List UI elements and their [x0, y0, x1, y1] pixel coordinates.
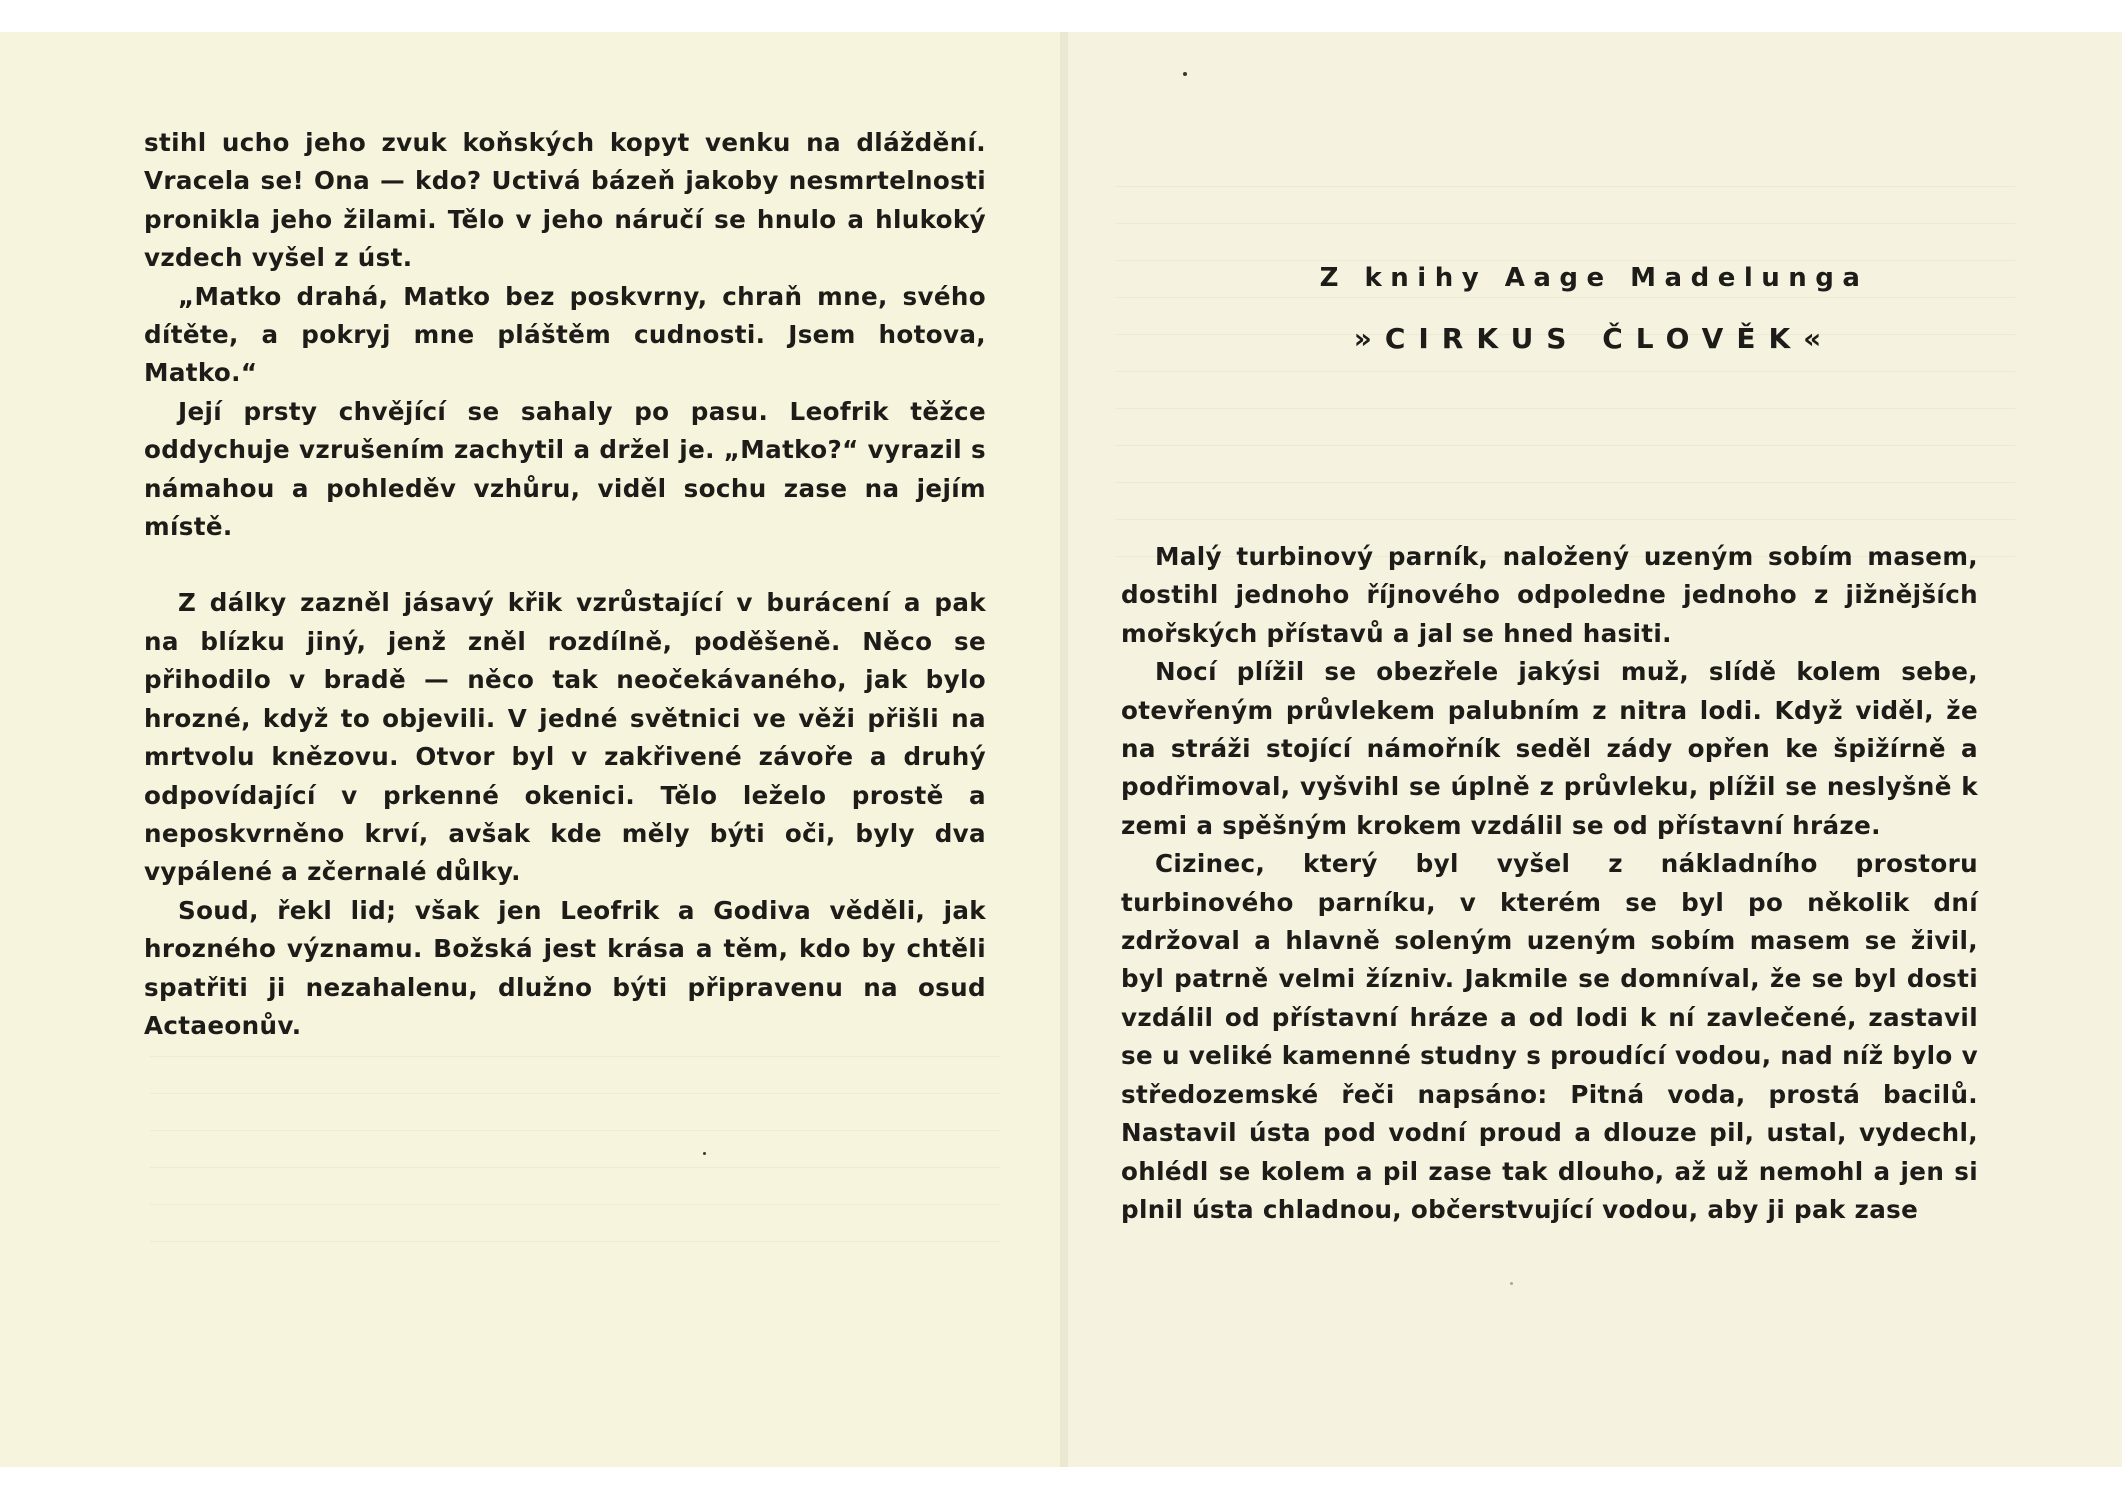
chapter-author-heading: Z knihy Aage Madelunga [1319, 263, 1869, 293]
right-paragraph-1: Malý turbinový parník, naložený uzeným sobím masem, dostihl jednoho říjnového odpoledne jednoho z jižnějších mořských přístavů a jal se hned hasiti. [1121, 542, 1978, 648]
right-paragraph-2: Nocí plížil se obezřele jakýsi muž, slídě kolem sebe, otevřeným průvlekem palubním z nitra lodi. Když viděl, že na stráži stojící námořník seděl zády opřen ke špižírně a podřimoval, vyšvihl se úplně z průvleku, plížil se neslyšně k zemi a spěšným krokem vzdálil se od přístavní hráze. [1121, 657, 1978, 840]
left-text-column [144, 124, 986, 1045]
left-paragraph-3: Její prsty chvějící se sahaly po pasu. Leofrik těžce oddychuje vzrušením zachytil a držel je. „Matko?“ vyrazil s námahou a pohleděv vzhůru, viděl sochu zase na jejím místě. [144, 396, 986, 542]
ink-speck [1183, 72, 1187, 76]
left-paragraph-2: „Matko drahá, Matko bez poskvrny, chraň mne, svého dítěte, a pokryj mne pláštěm cudnosti. Jsem hotova, Matko.“ [144, 281, 986, 388]
chapter-title-heading: »CIRKUS ČLOVĚK« [1353, 322, 1835, 355]
right-paragraph-3: Cizinec, který byl vyšel z nákladního prostoru turbinového parníku, v kterém se byl po několik dní zdržoval a hlavně soleným uzeným sobím masem se živil, byl patrně velmi žízniv. Jakmile se domníval, že se byl dosti vzdálil od přístavní hráze a od lodi k ní zavlečené, zastavil se u veliké kamenné studny s proudící vodou, nad níž bylo v středozemské řeči napsáno: Pitná voda, prostá bacilů. Nastavil ústa pod vodní proud a dlouze pil, ustal, vydechl, ohlédl se kolem a pil zase tak dlouho, až už nemohl a jen si plnil ústa chladnou, občerstvující vodou, aby ji pak zase [1121, 849, 1978, 1224]
ink-speck [703, 1152, 706, 1155]
book-gutter [1060, 32, 1068, 1467]
left-paragraph-5: Soud, řekl lid; však jen Leofrik a Godiva věděli, jak hrozného významu. Božská jest krása a těm, kdo by chtěli spatřiti ji nezahalenu, dlužno býti připravenu na osud Actaeonův. [144, 895, 986, 1040]
right-text-column [1121, 538, 1978, 1229]
ink-speck [1510, 1282, 1513, 1285]
left-paragraph-1: stihl ucho jeho zvuk koňských kopyt venku na dláždění. Vracela se! Ona — kdo? Uctivá bázeň jakoby nesmrtelnosti pronikla jeho žilami. Tělo v jeho náručí se hnulo a hlukoký vzdech vyšel z úst. [144, 128, 986, 273]
left-paragraph-4: Z dálky zazněl jásavý křik vzrůstající v burácení a pak na blízku jiný, jenž zněl rozdílně, poděšeně. Něco se přihodilo v bradě — něco tak neočekávaného, jak bylo hrozné, když to objevili. V jedné světnici ve věži přišli na mrtvolu knězovu. Otvor byl v zakřivené závoře a druhý odpovídající v prkenné okenici. Tělo leželo prostě a neposkvrněno krví, avšak kde měly býti oči, byly dva vypálené a zčernalé důlky. [144, 588, 986, 887]
